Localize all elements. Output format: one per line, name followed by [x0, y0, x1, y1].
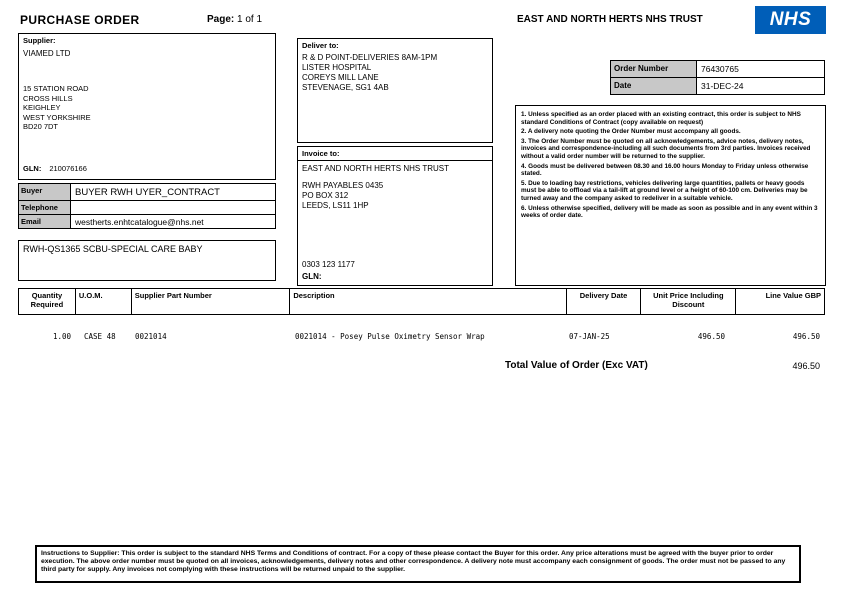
invoice-to-line: PO BOX 312: [302, 191, 349, 200]
supplier-address-line: BD20 7DT: [23, 122, 59, 131]
deliver-to-box: [297, 38, 493, 143]
supplier-address-line: WEST YORKSHIRE: [23, 112, 91, 122]
col-header-part-number: Supplier Part Number: [132, 289, 291, 314]
order-info-table: [610, 60, 825, 95]
order-date-row: [611, 78, 824, 95]
email-label: Email: [19, 215, 71, 228]
deliver-to-label: Deliver to:: [302, 41, 339, 50]
buyer-value: BUYER RWH UYER_CONTRACT: [75, 186, 220, 198]
invoice-to-label: Invoice to:: [298, 147, 492, 161]
email-value: westherts.enhtcatalogue@nhs.net: [75, 216, 204, 227]
invoice-to-line: LEEDS, LS11 1HP: [302, 201, 369, 210]
col-header-unit-price: Unit Price Including Discount: [641, 289, 736, 314]
cell-delivery-date: 07-JAN-25: [569, 332, 610, 341]
supplier-box: [18, 33, 276, 180]
supplier-instructions-text: Instructions to Supplier: This order is subject to the standard NHS Terms and Conditions of contract. For a copy of these please contact the Buyer for this order. Any price alterations must be agreed with the buyer prior to order execution. The above order number must be quoted on all invoices, acknowledgements, delivery notes and other correspondence. A delivery note must accompany each consignment of goods. The order must not be passed to any third party for supply. Any invoices not complying with these instructions will be returned unpaid to the supplier.: [41, 550, 786, 574]
supplier-name: VIAMED LTD: [23, 49, 71, 58]
supplier-gln-label: GLN:: [23, 164, 42, 173]
buyer-row: [19, 184, 275, 201]
invoice-to-line: RWH PAYABLES 0435: [302, 181, 384, 190]
deliver-to-line: R & D POINT-DELIVERIES 8AM-1PM: [302, 53, 438, 62]
order-number-label: Order Number: [611, 61, 697, 77]
cell-part-number: 0021014: [135, 332, 167, 341]
contract-reference-box: [18, 240, 276, 281]
invoice-to-box: [297, 146, 493, 286]
email-row: [19, 215, 275, 229]
page-indicator: [207, 14, 262, 25]
nhs-logo-text: NHS: [769, 9, 812, 30]
cell-unit-price: 496.50: [697, 332, 725, 341]
terms-box: [515, 105, 826, 286]
order-total-label: Total Value of Order (Exc VAT): [505, 360, 648, 371]
cell-description: 0021014 - Posey Pulse Oximetry Sensor Wrap: [295, 332, 485, 341]
col-header-description: Description: [290, 289, 566, 314]
supplier-address: [23, 84, 91, 132]
order-total-value: 496.50: [792, 361, 820, 371]
supplier-gln-value: 210076166: [49, 164, 87, 173]
invoice-to-name: EAST AND NORTH HERTS NHS TRUST: [302, 164, 449, 173]
telephone-value: [71, 201, 275, 214]
trust-name: EAST AND NORTH HERTS NHS TRUST: [517, 14, 703, 25]
supplier-instructions-box: [35, 545, 801, 583]
term-item: 2. A delivery note quoting the Order Number must accompany all goods.: [521, 128, 741, 136]
deliver-to-line: COREYS MILL LANE: [302, 73, 379, 82]
term-item: 3. The Order Number must be quoted on all acknowledgements, advice notes, delivery notes, invoices and correspondence-including all such documents from 3rd parties. Invoices received without a valid order number will be returned to the supplier.: [521, 137, 811, 160]
deliver-to-line: STEVENAGE, SG1 4AB: [302, 83, 389, 92]
invoice-gln-label: GLN:: [302, 272, 322, 281]
page-label: Page:: [207, 14, 235, 25]
deliver-to-address: [302, 53, 488, 93]
order-date-label: Date: [611, 78, 697, 94]
term-item: 5. Due to loading bay restrictions, vehicles delivering large quantities, pallets or heavy goods must be able to offload via a tail-lift at ground level or a height of 60-100 cm. Deliveries may be turned away and the company asked to redeliver in a suitable vehicle.: [521, 179, 808, 202]
cell-quantity: 1.00: [52, 332, 71, 341]
invoice-to-address: [302, 181, 383, 211]
term-item: 6. Unless otherwise specified, delivery will be made as soon as possible and in any event within 3 weeks of order date.: [521, 204, 818, 220]
line-items-header: [18, 288, 825, 315]
order-date-value: 31-DEC-24: [701, 81, 744, 91]
telephone-row: [19, 201, 275, 215]
term-item: 4. Goods must be delivered between 08.30 and 16.00 hours Monday to Friday unless otherwise stated.: [521, 162, 809, 178]
line-items-table: [18, 288, 825, 341]
supplier-gln: [23, 164, 87, 173]
cell-uom: CASE 48: [84, 332, 116, 341]
supplier-address-line: KEIGHLEY: [23, 103, 61, 112]
order-number-value: 76430765: [701, 64, 739, 74]
page-value: 1 of 1: [237, 14, 263, 25]
col-header-line-value: Line Value GBP: [765, 291, 821, 300]
buyer-table: [18, 183, 276, 229]
term-item: 1. Unless specified as an order placed with an existing contract, this order is subject to NHS standard Conditions of Contract (copy available on request): [521, 111, 801, 126]
col-header-delivery-date: Delivery Date: [567, 289, 642, 314]
page-title: PURCHASE ORDER: [20, 13, 140, 27]
supplier-label: Supplier:: [23, 36, 56, 45]
nhs-logo: [755, 6, 826, 34]
supplier-address-line: 15 STATION ROAD: [23, 84, 89, 93]
table-row: [18, 332, 825, 341]
telephone-label: Telephone: [19, 201, 71, 214]
col-header-quantity: Quantity Required: [19, 289, 76, 314]
supplier-address-line: CROSS HILLS: [23, 93, 73, 103]
invoice-phone: 0303 123 1177: [302, 260, 355, 269]
deliver-to-line: LISTER HOSPITAL: [302, 63, 372, 72]
order-number-row: [611, 61, 824, 78]
buyer-label: Buyer: [19, 184, 71, 200]
contract-reference: RWH-QS1365 SCBU-SPECIAL CARE BABY: [23, 244, 203, 254]
col-header-uom: U.O.M.: [76, 289, 132, 314]
cell-line-value: 496.50: [792, 332, 820, 341]
